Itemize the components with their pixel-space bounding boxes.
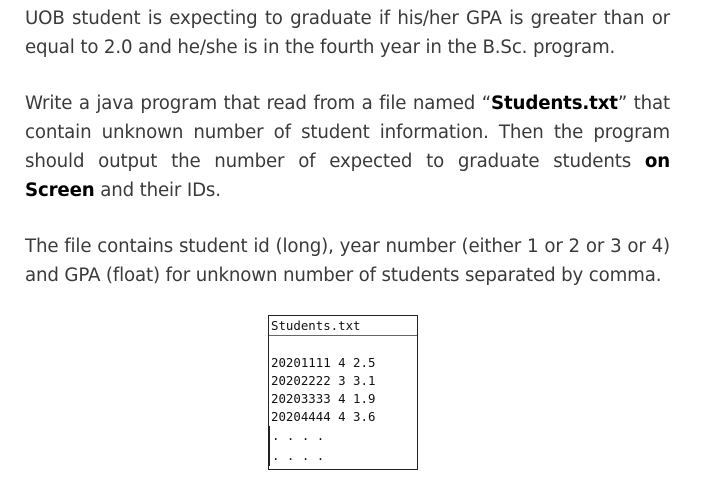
task-description (25, 89, 670, 205)
file-rows (271, 354, 415, 466)
filename-text: Students.txt (491, 93, 618, 114)
file-contents-box (268, 315, 418, 470)
file-row: 20201111 4 2.5 (271, 355, 376, 370)
task-text-before: Write a java program that read from a file named “ (25, 93, 492, 114)
file-row: 20202222 3 3.1 (271, 373, 376, 388)
file-row: 20204444 4 3.6 (271, 409, 376, 424)
file-ellipsis-row: . . . . (269, 426, 415, 446)
problem-statement (25, 4, 670, 62)
file-format-description (25, 232, 670, 290)
file-row: 20203333 4 1.9 (271, 391, 376, 406)
problem-statement-text: UOB student is expecting to graduate if his/her GPA is greater than or equal to 2.0 and he/she is in the fourth year in the B.Sc. program. (25, 8, 670, 58)
task-text-middle: ” that contain unknown number of student information. Then the program should output the number of expected to graduate students (25, 93, 670, 172)
file-title: Students.txt (269, 317, 417, 336)
file-format-text: The file contains student id (long), year number (either 1 or 2 or 3 or 4) and GPA (float) for unknown number of students separated by comma. (25, 236, 670, 286)
file-ellipsis-row: . . . . (269, 446, 415, 466)
task-text-after: and their IDs. (94, 180, 221, 201)
output-target-text: on Screen (25, 151, 670, 201)
